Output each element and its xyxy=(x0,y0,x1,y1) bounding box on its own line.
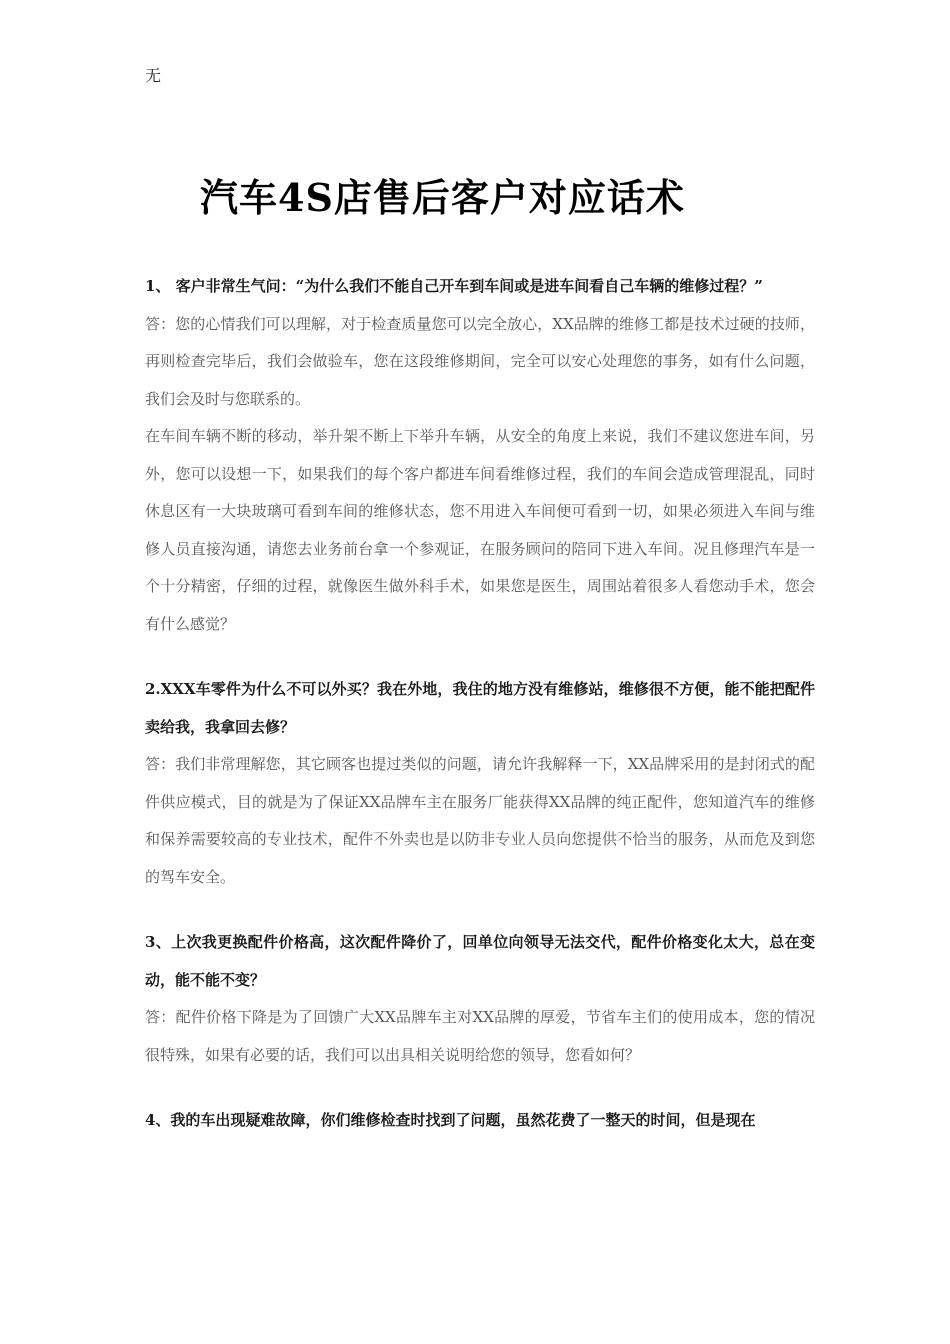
answer-1-paragraph-2: 在车间车辆不断的移动，举升架不断上下举升车辆，从安全的角度上来说，我们不建议您进车间，另外，您可以设想一下，如果我们的每个客户都进车间看维修过程，我们的车间会造成管理混乱，同时休息区有一大块玻璃可看到车间的维修状态，您不用进入车间便可看到一切，如果必须进入车间与维修人员直接沟通，请您去业务前台拿一个参观证，在服务顾问的陪同下进入车间。况且修理汽车是一个十分精密，仔细的过程，就像医生做外科手术，如果您是医生，周围站着很多人看您动手术，您会有什么感觉？ xyxy=(145,427,815,633)
document-body xyxy=(145,268,815,1168)
question-2: 2.XXX车零件为什么不可以外买？我在外地，我住的地方没有维修站，维修很不方便，能不能把配件卖给我，我拿回去修？ xyxy=(145,680,815,736)
header-mark: 无 xyxy=(145,66,162,85)
question-1: 1、 客户非常生气问：“为什么我们不能自己开车到车间或是进车间看自己车辆的维修过程？” xyxy=(145,277,763,295)
qa-item-4 xyxy=(145,1102,815,1140)
document-title: 汽车4S店售后客户对应话术 xyxy=(200,175,685,220)
question-3: 3、上次我更换配件价格高，这次配件降价了，回单位向领导无法交代，配件价格变化太大，总在变动，能不能不变？ xyxy=(145,933,815,989)
answer-3-paragraph-1: 答：配件价格下降是为了回馈广大XX品牌车主对XX品牌的厚爱，节省车主们的使用成本，您的情况很特殊，如果有必要的话，我们可以出具相关说明给您的领导，您看如何？ xyxy=(145,1008,815,1064)
answer-2-paragraph-1: 答：我们非常理解您，其它顾客也提过类似的问题，请允许我解释一下，XX品牌采用的是封闭式的配件供应模式，目的就是为了保证XX品牌车主在服务厂能获得XX品牌的纯正配件，您知道汽车的维修和保养需要较高的专业技术，配件不外卖也是以防非专业人员向您提供不恰当的服务，从而危及到您的驾车安全。 xyxy=(145,755,815,886)
qa-item-1 xyxy=(145,268,815,643)
answer-1-paragraph-1: 答：您的心情我们可以理解，对于检查质量您可以完全放心，XX品牌的维修工都是技术过硬的技师，再则检查完毕后，我们会做验车，您在这段维修期间，完全可以安心处理您的事务，如有什么问题，我们会及时与您联系的。 xyxy=(145,314,815,408)
question-4: 4、我的车出现疑难故障，你们维修检查时找到了问题，虽然花费了一整天的时间，但是现在 xyxy=(145,1111,756,1129)
qa-item-3 xyxy=(145,924,815,1074)
qa-item-2 xyxy=(145,671,815,896)
